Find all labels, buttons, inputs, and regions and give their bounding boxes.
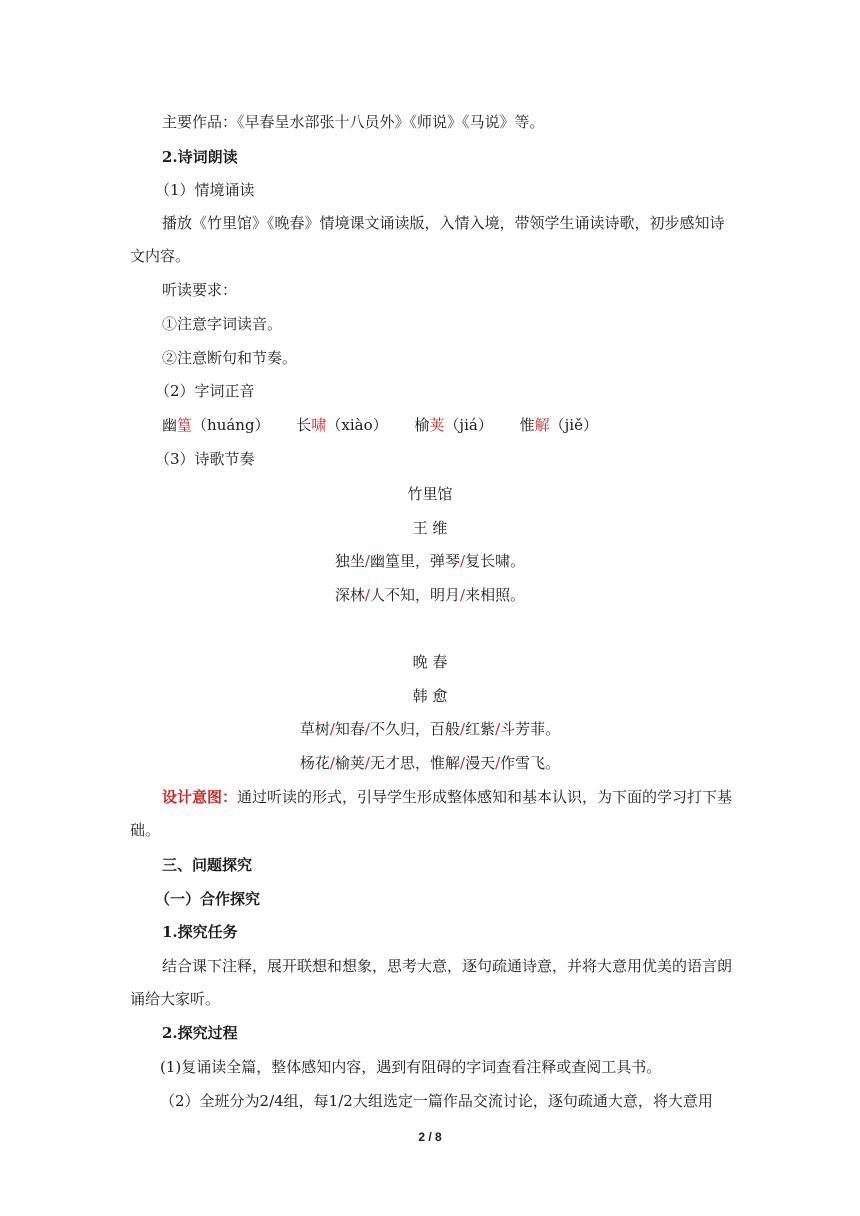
poem2-line2: 杨花/榆荚/无才思，惟解/漫天/作雪飞。 [299, 754, 561, 772]
heading-process: 2.探究过程 [162, 1024, 238, 1042]
poem2-author: 韩 愈 [412, 687, 448, 705]
task-b: 诵给大家听。 [130, 990, 221, 1008]
design-intent: 设计意图：通过听读的形式，引导学生形成整体感知和基本认识，为下面的学习打下基 [162, 788, 733, 806]
sub-rhythm: （3）诗歌节奏 [155, 450, 255, 468]
proc-1: (1)复诵读全篇，整体感知内容，遇到有阻碍的字词查看注释或查阅工具书。 [160, 1058, 662, 1076]
design-label: 设计意图： [162, 788, 238, 806]
req-2: ②注意断句和节奏。 [162, 349, 298, 367]
para-play-b: 文内容。 [130, 247, 191, 265]
pron-item: 榆荚（jiá） [414, 416, 493, 434]
listen-req: 听读要求： [162, 281, 238, 299]
poem2-title: 晚 春 [412, 653, 448, 671]
heading-coop: （一）合作探究 [155, 890, 261, 908]
sub-situation: （1）情境诵读 [155, 181, 255, 199]
heading-task: 1.探究任务 [162, 923, 238, 941]
poem2-line1: 草树/知春/不久归，百般/红紫/斗芳菲。 [299, 720, 561, 738]
task-a: 结合课下注释，展开联想和想象，思考大意，逐句疏通诗意，并将大意用优美的语言朗 [162, 957, 733, 975]
heading-reading: 2.诗词朗读 [162, 148, 238, 166]
works-line: 主要作品：《早春呈水部张十八员外》《师说》《马说》等。 [162, 113, 545, 131]
proc-2: （2）全班分为2/4组，每1/2大组选定一篇作品交流讨论，逐句疏通大意，将大意用 [160, 1092, 713, 1110]
design-intent-b: 础。 [130, 821, 161, 839]
pron-item: 幽篁（huáng） [162, 416, 270, 434]
page-number: 2 / 8 [418, 1130, 442, 1144]
para-play-a: 播放《竹里馆》《晚春》情境课文诵读版，入情入境，带领学生诵读诗歌，初步感知诗 [162, 214, 725, 232]
poem1-author: 王 维 [412, 519, 448, 537]
pron-item: 惟解（jiě） [519, 416, 598, 434]
pron-line [162, 415, 620, 435]
poem1-line2: 深林/人不知，明月/来相照。 [334, 586, 526, 604]
poem1-line1: 独坐/幽篁里，弹琴/复长啸。 [334, 552, 526, 570]
pron-item: 长啸（xiào） [296, 416, 388, 434]
req-1: ①注意字词读音。 [162, 315, 283, 333]
poem1-title: 竹里馆 [407, 485, 453, 503]
sub-pron: （2）字词正音 [155, 382, 255, 400]
heading-explore: 三、问题探究 [162, 856, 253, 874]
